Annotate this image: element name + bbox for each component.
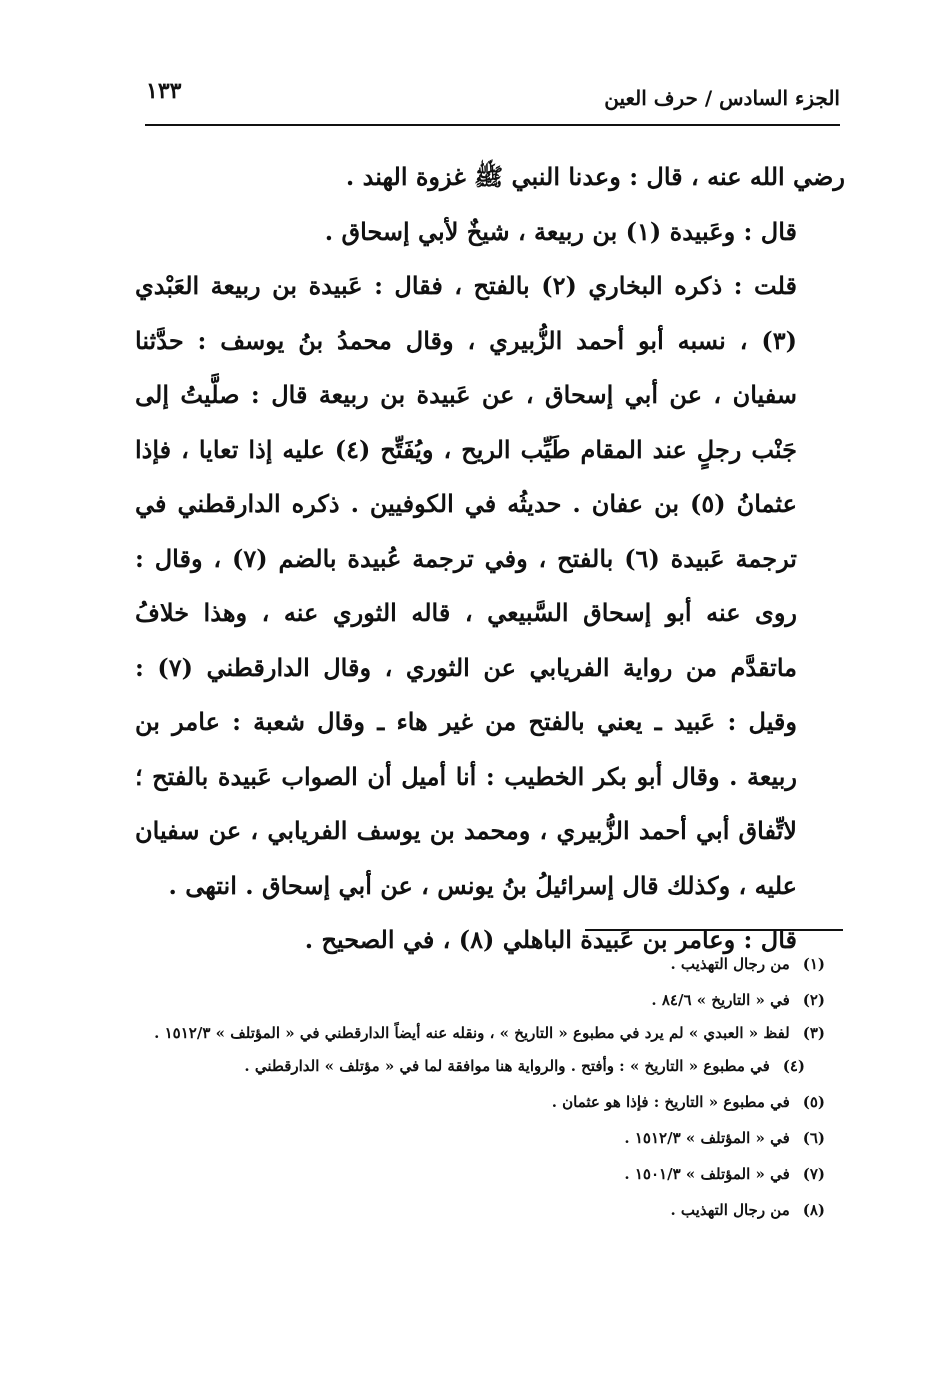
running-title: الجزء السادس / حرف العين [604,86,840,110]
footnote [135,1018,825,1048]
footnote [135,1048,825,1084]
paragraph: قال : وعامر بن عَبيدة الباهلي (٨) ، في الصحيح . [304,925,797,954]
footnote [135,1156,825,1192]
footnote-text: في مطبوع « التاريخ » : وأفتح . والرواية هنا موافقة لما في « مؤتلف » الدارقطني . [244,1057,770,1075]
footnote [135,1120,825,1156]
paragraph: رضي الله عنه ، قال : وعدنا النبي ﷺ غزوة الهند . [345,162,845,191]
page-header [140,78,840,124]
footnotes [135,946,825,1228]
main-text [135,150,845,968]
paragraph: قال : وعَبيدة (١) بن ربيعة ، شيخٌ لأبي إسحاق . [324,216,797,246]
footnote-number: (٥) [802,1093,825,1111]
footnote-text: في « المؤتلف » ١٥٠١/٣ . [624,1165,790,1183]
footnote-number: (٤) [782,1057,805,1075]
footnote [135,946,825,982]
footnote-rule [585,929,843,931]
page-number: ١٣٣ [146,78,182,104]
footnote [135,1084,825,1120]
footnote-text: في « التاريخ » ٨٤/٦ . [651,991,790,1009]
paragraph: قلت : ذكره البخاري (٢) بالفتح ، فقال : عَبيدة بن ربيعة العَبْدي (٣) ، نسبه أبو أحمد الزُّبيري ، وقال محمدُ بنُ يوسف : حدَّثنا سفيان ، عن أبي إسحاق ، عن عَبيدة بن ربيعة قال : صلَّيتُ إلى جَنْب رجلٍ عند المقام طَيِّب الريح ، ويُفَتِّح (٤) عليه إذا تعايا ، فإذا عثمانُ (٥) بن عفان . حديثُه في الكوفيين . ذكره الدارقطني في ترجمة عَبيدة (٦) بالفتح ، وفي ترجمة عُبيدة بالضم (٧) ، وقال : روى عنه أبو إسحاق السَّبيعي ، قاله الثوري عنه ، وهذا خلافُ ماتقدَّم من رواية الفريابي عن الثوري ، وقال الدارقطني (٧) : وقيل : عَبيد ـ يعني بالفتح من غير هاء ـ وقال شعبة : عامر بن ربيعة . وقال أبو بكر الخطيب : أنا أميل أن الصواب عَبيدة بالفتح ؛ لاتِّفاق أبي أحمد الزُّبيري ، ومحمد بن يوسف الفريابي ، عن سفيان عليه ، وكذلك قال إسرائيلُ بنُ يونس ، عن أبي إسحاق . انتهى . [135,271,798,900]
footnote-number: (٨) [802,1201,825,1219]
footnote-number: (٢) [802,991,825,1009]
footnote [135,1192,825,1228]
footnote [135,982,825,1018]
footnote-number: (٦) [802,1129,825,1147]
footnote-number: (١) [802,955,825,973]
header-rule [145,124,840,126]
footnote-text: من رجال التهذيب . [670,1201,790,1219]
footnote-text: من رجال التهذيب . [670,955,790,973]
footnote-number: (٧) [802,1165,825,1183]
footnote-number: (٣) [802,1024,825,1042]
footnote-text: في مطبوع « التاريخ : فإذا هو عثمان . [551,1093,790,1111]
footnote-text: لفظ « العبدي » لم يرد في مطبوع « التاريخ » ، ونقله عنه أيضاً الدارقطني في « المؤتلف » ١٥١٢/٣ . [154,1024,790,1042]
footnote-text: في « المؤتلف » ١٥١٢/٣ . [624,1129,790,1147]
